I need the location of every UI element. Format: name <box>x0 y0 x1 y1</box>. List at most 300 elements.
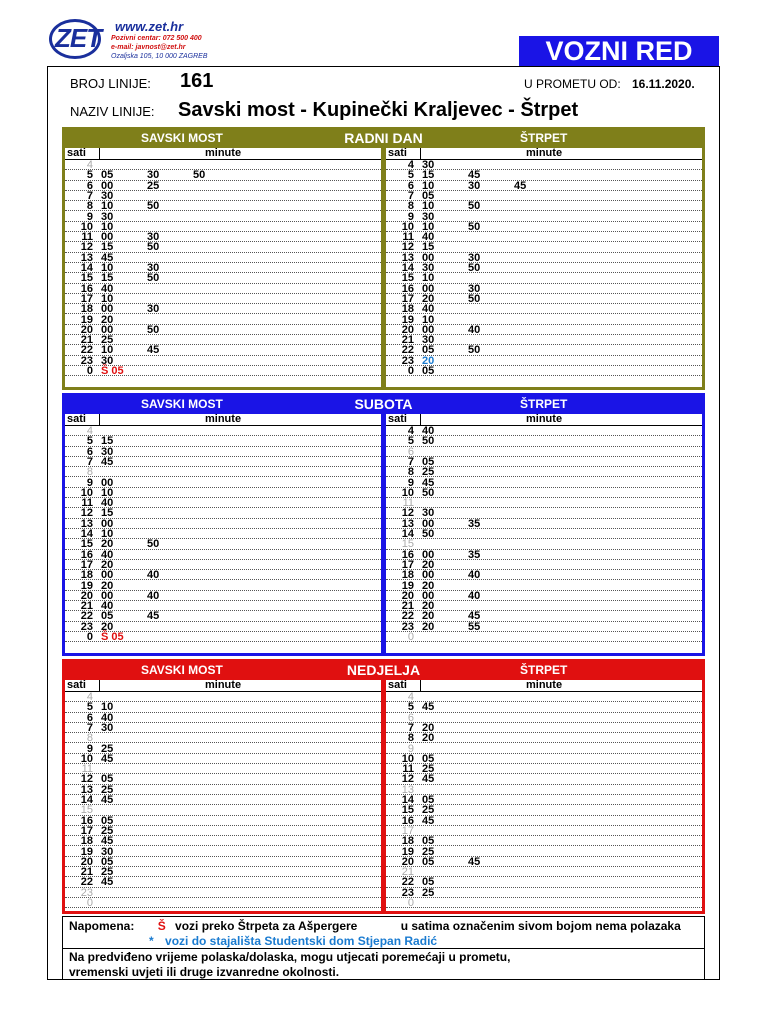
minute-value: 05 <box>422 365 435 377</box>
hour-cell: 14 <box>401 794 414 806</box>
minute-value: 15 <box>101 435 114 448</box>
minute-value: 25 <box>101 783 114 796</box>
sati-header: sati <box>388 413 407 425</box>
minute-value: 40 <box>468 589 481 602</box>
hour-cell: 13 <box>80 517 93 530</box>
minute-value: 00 <box>422 589 435 602</box>
table-row <box>386 622 702 632</box>
hour-cell: 7 <box>86 721 93 734</box>
table-row <box>386 488 702 498</box>
sati-header: sati <box>388 147 407 159</box>
minute-value: 20 <box>101 579 114 592</box>
table-row <box>386 702 702 712</box>
minute-value: 45 <box>468 169 481 182</box>
hour-cell: 19 <box>401 579 414 592</box>
minutes-cell <box>101 702 147 712</box>
hour-cell: 10 <box>401 752 414 765</box>
minutes-cell <box>101 436 147 446</box>
table-row <box>386 888 702 898</box>
notes-divider <box>63 948 704 949</box>
minute-value: 40 <box>422 425 435 437</box>
minute-value: 30 <box>422 334 435 347</box>
timetable-right <box>386 148 702 387</box>
column-header <box>386 680 702 692</box>
hour-cell: 6 <box>407 179 414 192</box>
minutes-cell <box>422 591 514 601</box>
table-row <box>386 436 702 446</box>
minutes-cell <box>101 212 147 222</box>
minute-value: 40 <box>422 303 435 316</box>
minutes-cell <box>101 345 193 355</box>
minute-value: 00 <box>422 282 435 295</box>
hour-cell: 14 <box>80 528 93 540</box>
left-stop-name: SAVSKI MOST <box>141 663 223 677</box>
right-stop-name: ŠTRPET <box>520 131 568 145</box>
minute-value: 50 <box>422 528 435 540</box>
minute-value: 45 <box>468 855 481 868</box>
hour-cell: 13 <box>401 783 414 796</box>
section-header <box>65 130 702 148</box>
hour-cell: 11 <box>81 231 93 244</box>
minute-value: 00 <box>101 179 114 192</box>
minute-value: 25 <box>101 866 114 879</box>
hour-cell: 7 <box>407 721 414 734</box>
hour-cell: 5 <box>407 701 414 714</box>
hour-cell: 17 <box>80 292 93 305</box>
hour-cell: 5 <box>86 435 93 448</box>
hour-cell: 11 <box>402 763 414 776</box>
minute-value: 25 <box>422 845 435 858</box>
section-nedjelja <box>62 659 705 914</box>
minute-header: minute <box>205 147 242 159</box>
minute-value: 10 <box>101 200 114 213</box>
hour-cell: 6 <box>407 711 414 724</box>
hour-cell: 21 <box>80 866 93 879</box>
section-header <box>65 396 702 414</box>
minute-value: 20 <box>422 354 435 367</box>
right-stop-name: ŠTRPET <box>520 663 568 677</box>
minute-value: 45 <box>422 701 435 714</box>
minute-value: 30 <box>422 159 435 171</box>
document-title: VOZNI RED <box>519 36 719 66</box>
hour-cell: 20 <box>80 323 93 336</box>
minute-value: 05 <box>101 814 114 827</box>
table-row <box>65 877 381 887</box>
minutes-cell <box>101 201 193 211</box>
hour-cell: 11 <box>81 763 93 776</box>
table-row <box>386 857 702 867</box>
hour-cell: 5 <box>86 701 93 714</box>
minutes-cell <box>422 242 468 252</box>
hour-cell: 0 <box>86 897 93 909</box>
minutes-cell <box>422 315 468 325</box>
minutes-cell <box>422 488 468 498</box>
sati-header: sati <box>388 679 407 691</box>
column-header <box>65 414 381 426</box>
minutes-cell <box>101 581 147 591</box>
minute-value: 30 <box>468 282 481 295</box>
hour-cell: 22 <box>80 610 93 623</box>
hour-cell: 21 <box>401 600 414 613</box>
hour-cell: 13 <box>80 783 93 796</box>
minute-value: 05 <box>422 855 435 868</box>
minutes-cell <box>101 774 147 784</box>
minute-value: 25 <box>422 466 435 479</box>
minute-value: 45 <box>422 773 435 786</box>
hour-cell: 8 <box>407 466 414 479</box>
hour-cell: 4 <box>86 691 93 703</box>
column-divider <box>99 148 100 160</box>
minute-value: 20 <box>422 600 435 613</box>
hour-cell: 12 <box>80 507 93 520</box>
minutes-cell <box>422 877 468 887</box>
table-row <box>65 888 381 898</box>
broj-linije-value: 161 <box>180 70 214 92</box>
minute-value: 30 <box>101 210 114 223</box>
hour-cell: 22 <box>80 876 93 889</box>
minutes-cell <box>422 847 468 857</box>
hour-cell: 12 <box>80 241 93 254</box>
minute-value: 20 <box>101 538 114 551</box>
column-divider <box>420 148 421 160</box>
minutes-cell <box>422 519 514 529</box>
hour-cell: 5 <box>86 169 93 182</box>
minute-value: 05 <box>101 773 114 786</box>
section-subota <box>62 393 705 656</box>
minutes-cell <box>101 611 193 621</box>
minute-value: 50 <box>193 169 206 182</box>
hour-cell: 17 <box>401 824 414 837</box>
note-s-mark: Š <box>157 919 166 933</box>
minute-value: 50 <box>468 344 481 357</box>
table-row <box>386 816 702 826</box>
table-row <box>65 836 381 846</box>
note-star-mark: * <box>149 934 154 948</box>
section-title: NEDJELJA <box>346 662 421 678</box>
note-s-text: vozi preko Štrpeta za Ašpergere <box>175 919 358 933</box>
notes-box <box>62 916 705 980</box>
minute-value: 45 <box>147 610 160 623</box>
hour-cell: 6 <box>86 445 93 458</box>
minute-value: 10 <box>101 262 114 274</box>
hour-cell: 4 <box>407 159 414 171</box>
hour-cell: 9 <box>86 210 93 223</box>
minute-value: 00 <box>422 548 435 561</box>
minute-value: 50 <box>468 292 481 305</box>
table-row <box>65 754 381 764</box>
hour-cell: 20 <box>401 323 414 336</box>
hour-cell: 18 <box>401 303 414 316</box>
minutes-cell <box>422 611 514 621</box>
minute-value: 10 <box>101 528 114 540</box>
hour-cell: 7 <box>86 455 93 468</box>
table-row <box>65 457 381 467</box>
minute-value: 50 <box>147 200 160 213</box>
hour-cell: 14 <box>401 528 414 540</box>
minute-value: 10 <box>101 344 114 357</box>
minutes-cell <box>422 550 514 560</box>
minute-value: 40 <box>101 600 114 613</box>
minute-value: 40 <box>101 711 114 724</box>
hour-cell: 18 <box>80 835 93 848</box>
minute-value: 20 <box>101 620 114 633</box>
minute-value: 10 <box>101 701 114 714</box>
minutes-cell <box>422 857 514 867</box>
table-row <box>65 366 381 376</box>
timetable-left <box>65 680 381 911</box>
minute-value: 10 <box>422 220 435 233</box>
hour-cell: 0 <box>407 631 414 643</box>
minute-value: 10 <box>422 313 435 326</box>
hour-cell: 8 <box>407 732 414 745</box>
note-line-3: Na predviđeno vrijeme polaska/dolaska, mogu utjecati poremećaji u prometu, <box>69 950 511 964</box>
table-row <box>65 898 381 908</box>
note-line-4: vremenski uvjeti ili druge izvanredne okolnosti. <box>69 965 340 979</box>
minutes-cell <box>101 723 147 733</box>
minutes-cell <box>422 170 514 180</box>
hour-cell: 20 <box>401 589 414 602</box>
hour-cell: 17 <box>80 824 93 837</box>
minute-value: 20 <box>422 610 435 623</box>
table-row <box>386 467 702 477</box>
minute-value: 30 <box>101 445 114 458</box>
logo-address: Ozaljska 105, 10 000 ZAGREB <box>111 53 208 60</box>
minutes-cell <box>101 836 147 846</box>
minutes-cell <box>422 805 468 815</box>
hour-cell: 23 <box>401 886 414 899</box>
minute-value: 20 <box>101 313 114 326</box>
hour-cell: 15 <box>401 804 414 817</box>
minute-value: 55 <box>468 620 481 633</box>
hour-cell: 13 <box>401 517 414 530</box>
minute-value: 20 <box>422 579 435 592</box>
hour-cell: 20 <box>401 855 414 868</box>
hour-cell: 10 <box>80 220 93 233</box>
minutes-cell <box>422 263 514 273</box>
column-divider <box>420 680 421 692</box>
minutes-cell <box>422 570 514 580</box>
hour-cell: 15 <box>80 538 93 551</box>
section-radni <box>62 127 705 390</box>
minutes-cell <box>101 508 147 518</box>
sati-header: sati <box>67 413 86 425</box>
sati-header: sati <box>67 679 86 691</box>
minute-value: 30 <box>147 169 160 182</box>
table-row <box>386 898 702 908</box>
prometu-value: 16.11.2020. <box>632 77 695 91</box>
hour-cell: 20 <box>80 589 93 602</box>
minute-value: 20 <box>422 558 435 571</box>
hour-cell: 14 <box>80 794 93 806</box>
minute-value: 00 <box>101 476 114 489</box>
minute-value: 25 <box>422 804 435 817</box>
hour-cell: 19 <box>401 845 414 858</box>
table-row <box>386 304 702 314</box>
hour-cell: 14 <box>80 262 93 274</box>
minute-header: minute <box>205 413 242 425</box>
minute-header: minute <box>526 147 563 159</box>
minute-value: 20 <box>422 292 435 305</box>
hour-cell: 19 <box>80 313 93 326</box>
hour-cell: 17 <box>401 292 414 305</box>
hour-cell: 14 <box>401 262 414 274</box>
hour-cell: 17 <box>401 558 414 571</box>
minute-value: 15 <box>101 241 114 254</box>
minutes-cell <box>422 733 468 743</box>
hour-cell: 12 <box>401 507 414 520</box>
logo-url: www.zet.hr <box>115 19 184 34</box>
minute-value: 50 <box>468 262 481 274</box>
prometu-label: U PROMETU OD: <box>524 77 621 91</box>
minute-value: 45 <box>101 251 114 264</box>
minutes-cell <box>422 581 468 591</box>
logo-email: e-mail: javnost@zet.hr <box>111 44 186 51</box>
minute-value: 35 <box>468 517 481 530</box>
hour-cell: 19 <box>80 579 93 592</box>
minutes-cell <box>101 570 193 580</box>
hour-cell: 8 <box>407 200 414 213</box>
minutes-cell <box>101 632 147 642</box>
sati-header: sati <box>67 147 86 159</box>
table-row <box>386 529 702 539</box>
minute-value: 50 <box>468 220 481 233</box>
timetable-left <box>65 414 381 653</box>
hour-cell: 13 <box>80 251 93 264</box>
minute-value: 00 <box>422 251 435 264</box>
minutes-cell <box>422 436 468 446</box>
table-row <box>65 304 381 314</box>
hour-cell: 8 <box>86 466 93 479</box>
hour-cell: 0 <box>86 631 93 643</box>
minutes-cell <box>422 888 468 898</box>
minute-value: 25 <box>101 824 114 837</box>
minute-value: 20 <box>101 558 114 571</box>
hour-cell: 16 <box>401 282 414 295</box>
minute-value: 00 <box>101 517 114 530</box>
minute-value: 05 <box>422 344 435 357</box>
minute-value: 45 <box>101 752 114 765</box>
hour-cell: 5 <box>407 169 414 182</box>
left-stop-name: SAVSKI MOST <box>141 397 223 411</box>
minute-value: 30 <box>422 210 435 223</box>
hour-cell: 16 <box>80 282 93 295</box>
minute-value: 00 <box>101 569 114 582</box>
minute-value: 10 <box>422 200 435 213</box>
minute-value: 30 <box>147 231 160 244</box>
minute-value: 00 <box>422 517 435 530</box>
minutes-cell <box>422 774 468 784</box>
hour-cell: 12 <box>80 773 93 786</box>
hour-cell: 10 <box>80 486 93 499</box>
hour-cell: 15 <box>401 538 414 551</box>
table-row <box>65 723 381 733</box>
minutes-cell <box>422 222 514 232</box>
hour-cell: 22 <box>80 344 93 357</box>
minutes-cell <box>101 539 193 549</box>
hour-cell: 18 <box>80 569 93 582</box>
minutes-cell <box>101 795 147 805</box>
minutes-cell <box>422 816 468 826</box>
hour-cell: 21 <box>80 600 93 613</box>
hour-cell: 9 <box>407 742 414 755</box>
minute-value: 05 <box>422 835 435 848</box>
minute-value: 40 <box>468 323 481 336</box>
hour-cell: 4 <box>86 425 93 437</box>
hour-cell: 18 <box>401 569 414 582</box>
minute-value: 05 <box>101 610 114 623</box>
minute-value: 40 <box>468 569 481 582</box>
minutes-cell <box>422 325 514 335</box>
hour-cell: 9 <box>407 476 414 489</box>
minute-value: 05 <box>422 455 435 468</box>
logo-phone: Pozivni centar: 072 500 400 <box>111 35 202 42</box>
minute-value: 45 <box>101 455 114 468</box>
section-title: RADNI DAN <box>344 130 423 146</box>
minute-value: 00 <box>101 323 114 336</box>
minutes-cell <box>422 181 560 191</box>
minute-value: 05 <box>422 876 435 889</box>
minute-header: minute <box>526 679 563 691</box>
minute-value: Š 05 <box>101 365 124 377</box>
minute-value: 45 <box>101 876 114 889</box>
minutes-cell <box>422 366 468 376</box>
hour-cell: 10 <box>401 486 414 499</box>
minute-value: 20 <box>422 732 435 745</box>
hour-cell: 5 <box>407 435 414 448</box>
hour-cell: 21 <box>80 334 93 347</box>
hour-cell: 4 <box>407 425 414 437</box>
hour-cell: 15 <box>80 804 93 817</box>
hour-cell: 16 <box>401 548 414 561</box>
minute-value: 20 <box>422 620 435 633</box>
minute-value: 50 <box>422 486 435 499</box>
minute-value: Š 05 <box>101 631 124 643</box>
note-star-text: vozi do stajališta Studentski dom Stjepan Radić <box>165 934 438 948</box>
minute-value: 45 <box>101 835 114 848</box>
minute-value: 30 <box>147 262 160 274</box>
table-row <box>386 733 702 743</box>
hour-cell: 19 <box>80 845 93 858</box>
hour-cell: 6 <box>86 711 93 724</box>
table-row <box>65 733 381 743</box>
left-stop-name: SAVSKI MOST <box>141 131 223 145</box>
timetable-right <box>386 414 702 653</box>
hour-cell: 21 <box>401 334 414 347</box>
right-stop-name: ŠTRPET <box>520 397 568 411</box>
minute-value: 25 <box>422 763 435 776</box>
minute-value: 05 <box>422 752 435 765</box>
hour-cell: 7 <box>86 189 93 202</box>
hour-cell: 10 <box>401 220 414 233</box>
minute-value: 05 <box>101 855 114 868</box>
table-row <box>386 201 702 211</box>
hour-cell: 19 <box>401 313 414 326</box>
minute-value: 45 <box>422 814 435 827</box>
minute-value: 25 <box>147 179 160 192</box>
minutes-cell <box>422 345 514 355</box>
hour-cell: 7 <box>407 455 414 468</box>
minute-value: 50 <box>422 435 435 448</box>
minutes-cell <box>101 591 193 601</box>
hour-cell: 8 <box>86 732 93 745</box>
minute-value: 05 <box>101 169 114 182</box>
minute-value: 50 <box>468 200 481 213</box>
hour-cell: 16 <box>401 814 414 827</box>
hour-cell: 11 <box>81 497 93 510</box>
minute-value: 40 <box>101 497 114 510</box>
minute-value: 40 <box>101 548 114 561</box>
hour-cell: 0 <box>86 365 93 377</box>
